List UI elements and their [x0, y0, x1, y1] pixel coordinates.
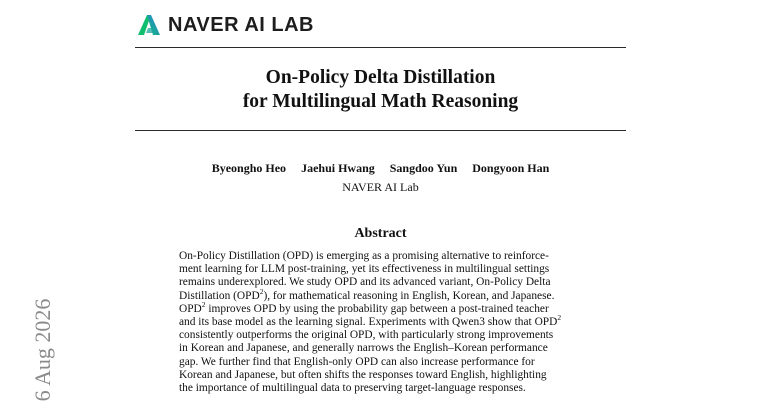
author-name: Sangdoo Yun [389, 161, 458, 175]
naver-ai-lab-logo [136, 12, 314, 38]
affiliation: NAVER AI Lab [342, 180, 419, 194]
author-name: Dongyoon Han [472, 161, 550, 175]
abstract-line: and its base model as the learning signal. Experiments with Qwen3 show that OPD$^2$ [179, 313, 562, 329]
abstract-line: Distillation (OPD$^2$), for mathematical reasoning in English, Korean, and Japanese. [179, 286, 555, 302]
bottom-rule [135, 130, 626, 131]
abstract-line: in Korean and Japanese, and generally narrows the English–Korean performance [179, 342, 548, 355]
top-rule [135, 47, 626, 48]
abstract-line: ment learning for LLM post-training, yet its effectiveness in multilingual settings [179, 263, 550, 276]
author-name: Jaehui Hwang [301, 161, 375, 175]
abstract-line: remains underexplored. We study OPD and its advanced variant, On-Policy Delta [179, 276, 551, 289]
author-list [135, 161, 626, 176]
superscript: 2 [259, 286, 264, 296]
paper-title-line-1: On-Policy Delta Distillation [265, 67, 496, 88]
author-name: Byeongho Heo [211, 161, 287, 175]
abstract-line: consistently outperforms the original OPD, with particularly strong improvements [179, 329, 554, 342]
superscript: 2 [201, 300, 206, 310]
abstract-line: gap. We further find that English-only OPD can also increase performance for [179, 355, 535, 368]
abstract-heading: Abstract [354, 226, 407, 241]
abstract-line: OPD$^2$ improves OPD by using the probability gap between a post-trained teacher [179, 300, 549, 315]
paper-title [135, 66, 626, 114]
abstract-line: Korean and Japanese, but often shifts the responses toward English, highlighting [179, 368, 547, 381]
abstract-line: the importance of multilingual data to preserving target-language responses. [179, 382, 526, 395]
abstract-text [179, 250, 583, 395]
superscript: 2 [557, 313, 562, 323]
logo-wordmark: NAVER AI LAB [168, 13, 314, 36]
arxiv-side-stamp [22, 290, 62, 412]
paper-title-line-2: for Multilingual Math Reasoning [242, 91, 519, 112]
naver-ai-lab-logo-icon [136, 13, 162, 37]
abstract-line: On-Policy Distillation (OPD) is emerging as a promising alternative to reinforce- [179, 250, 549, 262]
side-stamp-date: 6 Aug 2026 [30, 298, 55, 402]
